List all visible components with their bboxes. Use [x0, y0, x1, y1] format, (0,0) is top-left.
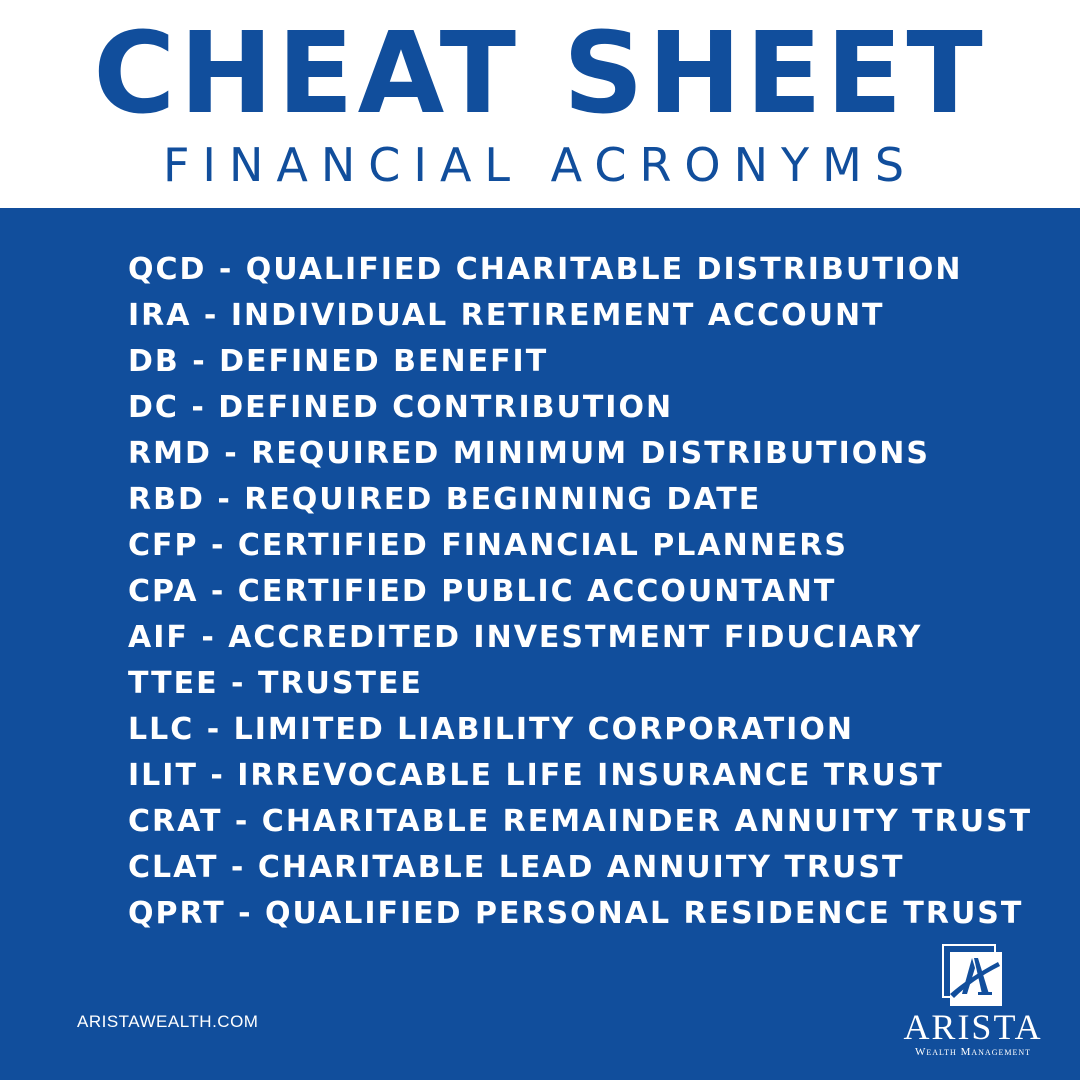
header	[0, 0, 1080, 208]
logo-tagline: Wealth Management	[914, 1046, 1032, 1058]
acronym-item-db: DB - DEFINED BENEFIT	[128, 344, 549, 379]
acronym-item-llc: LLC - LIMITED LIABILITY CORPORATION	[128, 712, 854, 747]
acronym-item-cpa: CPA - CERTIFIED PUBLIC ACCOUNTANT	[128, 574, 837, 609]
acronym-item-crat: CRAT - CHARITABLE REMAINDER ANNUITY TRUST	[128, 804, 1033, 839]
acronym-item-ira: IRA - INDIVIDUAL RETIREMENT ACCOUNT	[128, 298, 885, 333]
acronym-item-dc: DC - DEFINED CONTRIBUTION	[128, 390, 674, 425]
page-subtitle: FINANCIAL ACRONYMS	[162, 138, 918, 192]
acronym-item-clat: CLAT - CHARITABLE LEAD ANNUITY TRUST	[128, 850, 905, 885]
acronym-item-qprt: QPRT - QUALIFIED PERSONAL RESIDENCE TRUST	[128, 896, 1024, 931]
acronym-list	[128, 247, 1032, 937]
arista-logo	[888, 944, 1058, 1064]
acronym-item-ilit: ILIT - IRREVOCABLE LIFE INSURANCE TRUST	[128, 758, 944, 793]
acronym-item-qcd: QCD - QUALIFIED CHARITABLE DISTRIBUTION	[128, 252, 963, 287]
page-title: CHEAT SHEET	[93, 9, 987, 139]
logo-name: ARISTA	[903, 1007, 1043, 1047]
acronym-item-rbd: RBD - REQUIRED BEGINNING DATE	[128, 482, 762, 517]
acronym-item-aif: AIF - ACCREDITED INVESTMENT FIDUCIARY	[128, 620, 923, 655]
arista-a-logo-icon	[942, 944, 1004, 1008]
website-link[interactable]: ARISTAWEALTH.COM	[77, 1012, 259, 1031]
acronym-item-ttee: TTEE - TRUSTEE	[128, 666, 423, 701]
acronym-item-rmd: RMD - REQUIRED MINIMUM DISTRIBUTIONS	[128, 436, 931, 471]
acronym-item-cfp: CFP - CERTIFIED FINANCIAL PLANNERS	[128, 528, 849, 563]
